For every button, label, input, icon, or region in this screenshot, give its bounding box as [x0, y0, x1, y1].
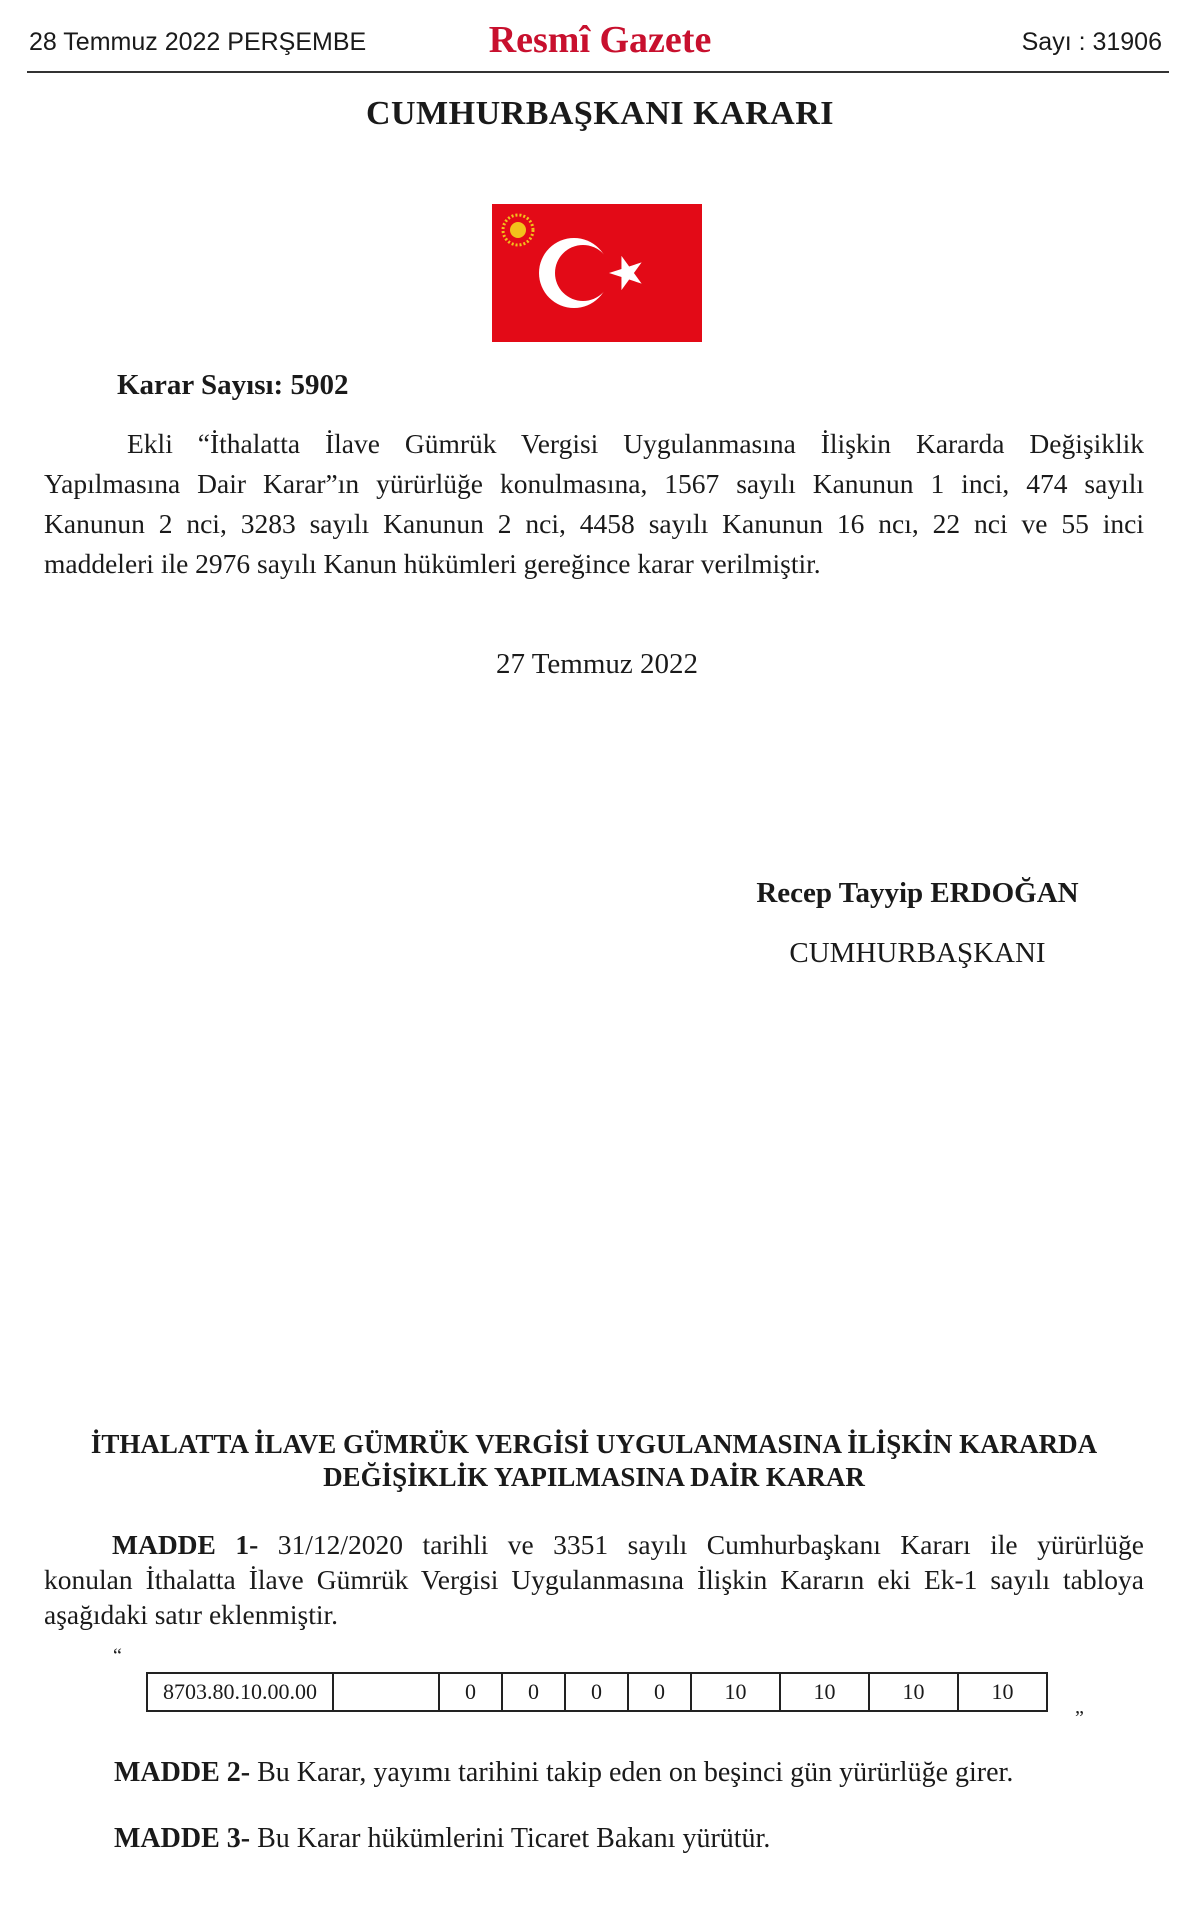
table-cell — [333, 1673, 439, 1711]
table-row — [147, 1673, 1047, 1711]
article-1-line: konulan İthalatta İlave Gümrük Vergisi Uygulanmasına İlişkin Kararın eki Ek-1 sayılı tabloya — [44, 1564, 1144, 1595]
article-2-text: Bu Karar, yayımı tarihini takip eden on beşinci gün yürürlüğe girer. — [250, 1757, 1014, 1788]
crescent-inner — [555, 245, 611, 301]
annex-title — [44, 1428, 1144, 1494]
close-quote-mark: ” — [1075, 1707, 1084, 1729]
table-cell: 8703.80.10.00.00 — [147, 1673, 333, 1711]
signatory-title: CUMHURBAŞKANI — [789, 937, 1046, 969]
table-cell: 0 — [439, 1673, 502, 1711]
gazette-title: Resmî Gazete — [488, 19, 712, 61]
turkish-flag-icon — [492, 204, 702, 342]
article-1-label: MADDE 1- — [112, 1529, 259, 1560]
decree-type-heading: CUMHURBAŞKANI KARARI — [365, 95, 835, 132]
table-cell: 10 — [869, 1673, 958, 1711]
signatory-name: Recep Tayyip ERDOĞAN — [756, 877, 1079, 909]
article-1 — [44, 1527, 1144, 1632]
open-quote-mark: “ — [113, 1645, 122, 1667]
intro-line: Yapılmasına Dair Karar”ın yürürlüğe konulmasına, 1567 sayılı Kanunun 1 inci, 474 sayılı — [44, 468, 1144, 499]
issue-number: Sayı : 31906 — [1021, 28, 1162, 56]
decision-number: Karar Sayısı: 5902 — [117, 369, 349, 401]
article-1-line: aşağıdaki satır eklenmiştir. — [44, 1599, 339, 1630]
header-divider — [27, 71, 1169, 73]
table-cell: 0 — [502, 1673, 565, 1711]
table-cell: 0 — [565, 1673, 628, 1711]
annex-title-line: DEĞİŞİKLİK YAPILMASINA DAİR KARAR — [323, 1462, 865, 1492]
article-3 — [114, 1823, 770, 1855]
decision-date: 27 Temmuz 2022 — [495, 648, 699, 680]
article-3-label: MADDE 3- — [114, 1823, 251, 1854]
intro-line: maddeleri ile 2976 sayılı Kanun hükümleri gereğince karar verilmiştir. — [44, 548, 821, 579]
article-3-text: Bu Karar hükümlerini Ticaret Bakanı yürütür. — [250, 1823, 771, 1854]
table-cell: 0 — [628, 1673, 691, 1711]
article-1-text: 31/12/2020 tarihli ve 3351 sayılı Cumhurbaşkanı Kararı ile yürürlüğe — [258, 1529, 1144, 1560]
article-1-line — [44, 1527, 1144, 1562]
table-cell: 10 — [958, 1673, 1047, 1711]
table-cell: 10 — [691, 1673, 780, 1711]
article-2 — [114, 1757, 1013, 1789]
intro-line: Kanunun 2 nci, 3283 sayılı Kanunun 2 nci, 4458 sayılı Kanunun 16 ncı, 22 nci ve 55 inci — [44, 508, 1144, 539]
article-2-label: MADDE 2- — [114, 1757, 251, 1788]
header-date: 28 Temmuz 2022 PERŞEMBE — [29, 28, 367, 56]
table-cell: 10 — [780, 1673, 869, 1711]
annex-title-line: İTHALATTA İLAVE GÜMRÜK VERGİSİ UYGULANMASINA İLİŞKİN KARARDA — [90, 1429, 1098, 1459]
intro-paragraph — [44, 424, 1144, 584]
tariff-table — [146, 1672, 1048, 1712]
flag-graphic — [492, 204, 702, 342]
intro-line: Ekli “İthalatta İlave Gümrük Vergisi Uygulanmasına İlişkin Kararda Değişiklik — [127, 428, 1144, 459]
